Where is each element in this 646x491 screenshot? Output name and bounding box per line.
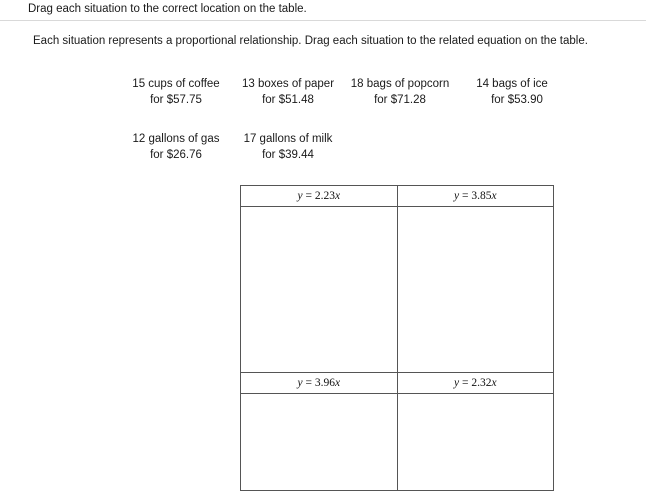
drop-zone-equation-2[interactable] xyxy=(397,207,554,373)
equation-2-lhs: y xyxy=(453,190,460,202)
situation-row-2 xyxy=(120,131,570,164)
header-divider xyxy=(0,20,646,21)
situation-tile-ice[interactable] xyxy=(456,76,568,109)
equation-label-4 xyxy=(397,373,554,394)
situation-tile-line1: 13 boxes of paper xyxy=(241,78,335,90)
equation-1-coef: 2.23 xyxy=(314,190,335,202)
situation-tile-gas[interactable] xyxy=(120,131,232,164)
situation-tile-line1: 14 bags of ice xyxy=(476,78,548,90)
situation-tile-line1: 12 gallons of gas xyxy=(132,132,220,145)
equation-3-lhs: y xyxy=(297,377,303,389)
draggable-situations xyxy=(120,76,570,163)
equation-2-rel: = xyxy=(459,190,472,202)
equation-4-rel: = xyxy=(459,377,472,389)
situation-row-1 xyxy=(120,76,570,109)
equation-1-var: x xyxy=(334,190,341,202)
instruction-secondary: Each situation represents a proportional relationship. Drag each situation to the related equation on the table. xyxy=(33,35,588,47)
equation-3-rel: = xyxy=(302,377,315,389)
situation-tile-paper[interactable] xyxy=(232,76,344,109)
equation-4-coef: 2.32 xyxy=(471,377,492,389)
equation-label-1 xyxy=(241,186,398,207)
equation-1-rel: = xyxy=(302,190,315,202)
drop-row-2 xyxy=(241,394,554,491)
situation-tile-line2: for $57.75 xyxy=(150,94,202,107)
equation-4-var: x xyxy=(491,377,497,389)
equation-label-3 xyxy=(241,373,398,394)
equation-1-lhs: y xyxy=(297,190,303,202)
situation-tile-milk[interactable] xyxy=(232,131,344,164)
situation-tile-line2: for $39.44 xyxy=(262,148,314,161)
equation-drop-table xyxy=(240,185,554,491)
drop-zone-equation-1[interactable] xyxy=(241,207,398,373)
situation-tile-coffee[interactable] xyxy=(120,76,232,109)
situation-tile-line2: for $26.76 xyxy=(150,148,202,161)
situation-tile-popcorn[interactable] xyxy=(344,76,456,109)
situation-tile-line1: 17 gallons of milk xyxy=(243,132,333,145)
equation-label-2 xyxy=(397,186,554,207)
equation-header-row-1 xyxy=(241,186,554,207)
situation-tile-line2: for $53.90 xyxy=(491,94,543,107)
equation-4-lhs: y xyxy=(453,377,460,389)
drop-zone-equation-3[interactable] xyxy=(241,394,398,491)
drop-row-1 xyxy=(241,207,554,373)
equation-header-row-2 xyxy=(241,373,554,394)
instruction-primary: Drag each situation to the correct location on the table. xyxy=(28,3,307,15)
equation-3-var: x xyxy=(334,377,341,389)
drop-zone-equation-4[interactable] xyxy=(397,394,554,491)
situation-tile-line2: for $51.48 xyxy=(262,94,314,107)
situation-tile-line1: 18 bags of popcorn xyxy=(350,78,450,90)
equation-3-coef: 3.96 xyxy=(314,377,335,389)
equation-2-var: x xyxy=(491,190,497,202)
situation-tile-line1: 15 cups of coffee xyxy=(132,78,220,90)
situation-tile-line2: for $71.28 xyxy=(374,94,426,107)
equation-2-coef: 3.85 xyxy=(471,190,492,202)
